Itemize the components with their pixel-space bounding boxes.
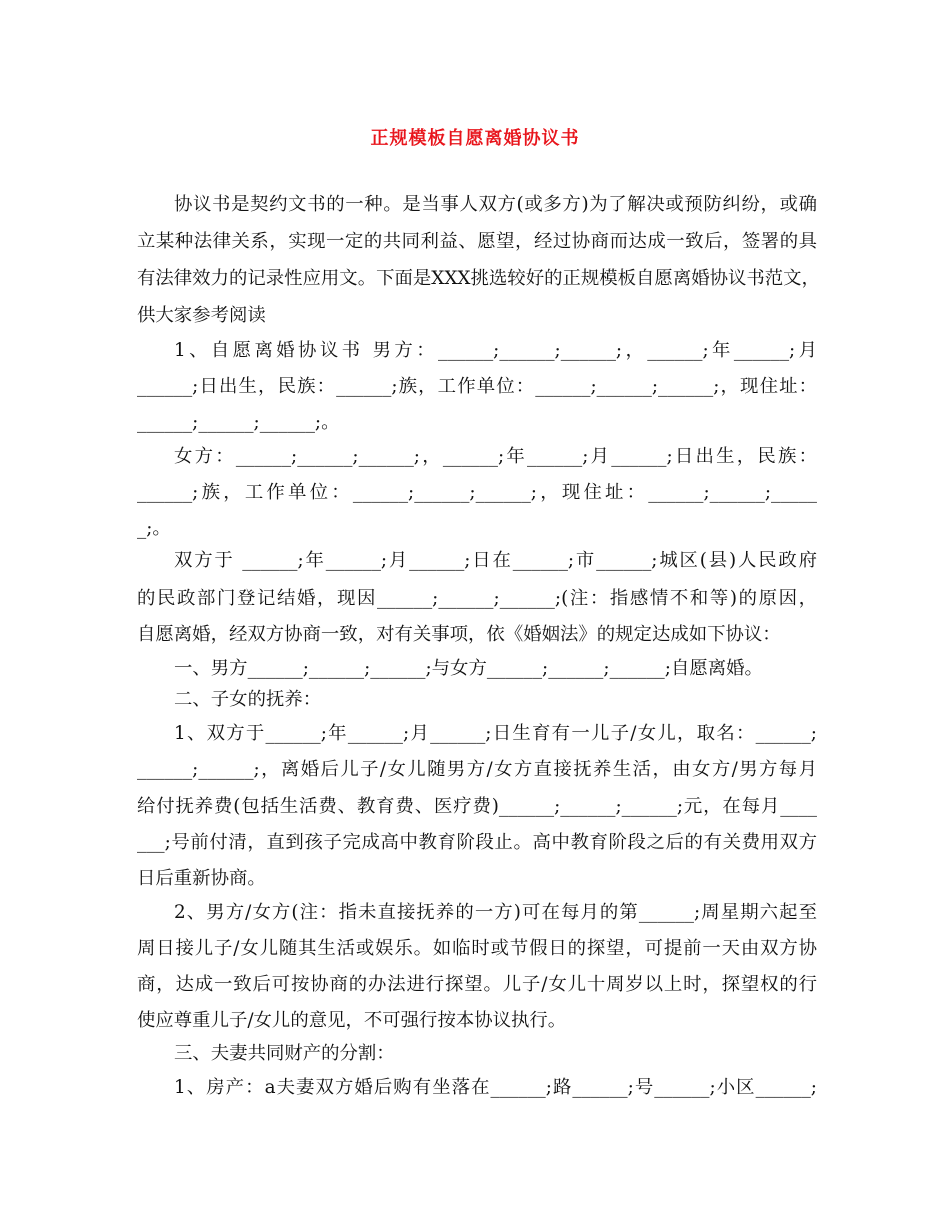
paragraph-line: 给付抚养费(包括生活费、教育费、医疗费)______;______;______;元，在每月____ xyxy=(137,796,817,817)
paragraph-line: ______;族，工作单位：______;______;______;，现住址：______;______;_____ xyxy=(137,482,817,503)
section-heading: 二、子女的抚养： xyxy=(174,689,322,710)
paragraph-line: 的民政部门登记结婚，现因______;______;______;(注：指感情不和等)的原因， xyxy=(137,588,817,609)
paragraph-line: ______;______;，离婚后儿子/女儿随男方/女方直接抚养生活，由女方/男方每月 xyxy=(137,759,817,780)
paragraph-line: 日后重新协商。 xyxy=(137,868,266,889)
paragraph-line: 商，达成一致后可按协商的办法进行探望。儿子/女儿十周岁以上时，探望权的行 xyxy=(137,974,817,995)
paragraph-line: 使应尊重儿子/女儿的意见，不可强行按本协议执行。 xyxy=(137,1010,567,1031)
paragraph-line: 自愿离婚，经双方协商一致，对有关事项，依《婚姻法》的规定达成如下协议： xyxy=(137,624,781,645)
paragraph-line: 双方于 ______;年______;月______;日在______;市______;城区(县)人民政府 xyxy=(174,550,817,571)
paragraph-line: 有法律效力的记录性应用文。下面是XXX挑选较好的正规模板自愿离婚协议书范文， xyxy=(137,268,820,289)
paragraph-line: 女方：______;______;______;，______;年______;月______;日出生，民族： xyxy=(174,446,817,467)
paragraph-line: 周日接儿子/女儿随其生活或娱乐。如临时或节假日的探望，可提前一天由双方协 xyxy=(137,938,817,959)
paragraph-line: ______;日出生，民族：______;族，工作单位：______;______;______;，现住址： xyxy=(137,376,817,397)
paragraph-line: _;。 xyxy=(137,518,171,539)
paragraph-line: 1、双方于______;年______;月______;日生育有一儿子/女儿，取名：______; xyxy=(174,723,817,744)
paragraph-line: 立某种法律关系，实现一定的共同利益、愿望，经过协商而达成一致后，签署的具 xyxy=(137,231,817,252)
paragraph-line: 协议书是契约文书的一种。是当事人双方(或多方)为了解决或预防纠纷，或确 xyxy=(174,194,817,215)
paragraph-line: ___;号前付清，直到孩子完成高中教育阶段止。高中教育阶段之后的有关费用双方 xyxy=(137,832,817,853)
paragraph-line: 2、男方/女方(注：指未直接抚养的一方)可在每月的第______;周星期六起至 xyxy=(174,902,817,923)
paragraph-line: 一、男方______;______;______;与女方______;______;______;自愿离婚。 xyxy=(174,658,763,679)
paragraph-line: 1、房产：a夫妻双方婚后购有坐落在______;路______;号______;小区______; xyxy=(174,1077,817,1098)
paragraph-line: 供大家参考阅读 xyxy=(137,305,266,326)
section-heading: 三、夫妻共同财产的分割： xyxy=(174,1043,395,1064)
paragraph-line: 1、自愿离婚协议书 男方：______;______;______;，______;年______;月 xyxy=(174,340,817,361)
document-title: 正规模板自愿离婚协议书 xyxy=(370,128,580,149)
paragraph-line: ______;______;______;。 xyxy=(137,412,340,433)
